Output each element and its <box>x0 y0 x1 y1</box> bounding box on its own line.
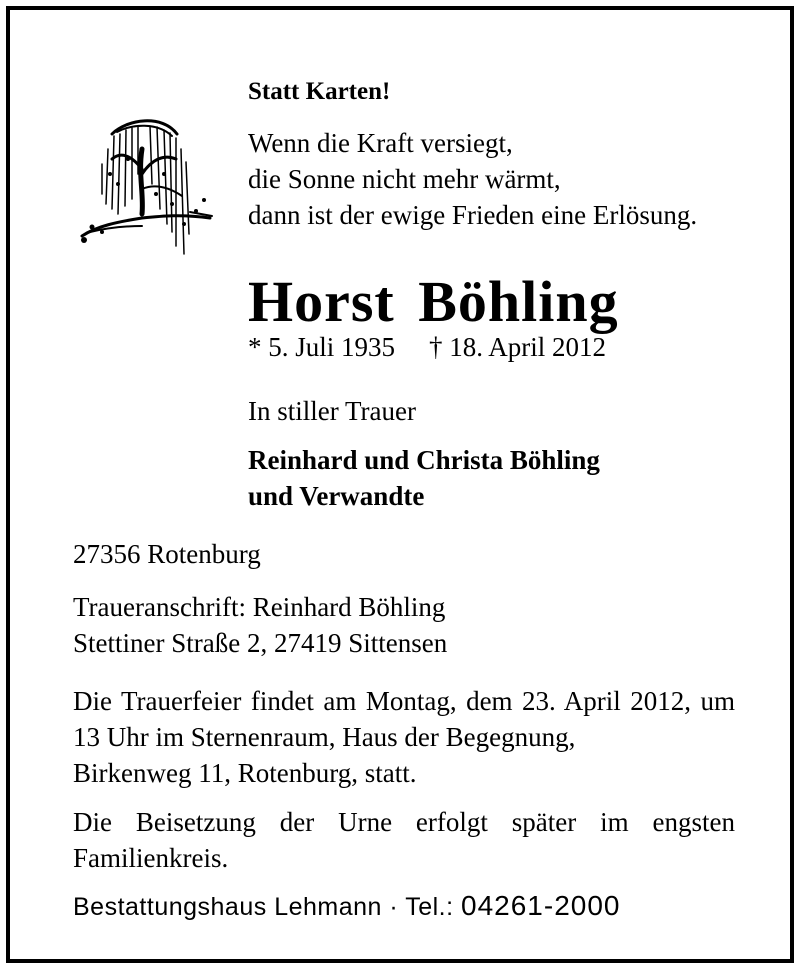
poem-line: die Sonne nicht mehr wärmt, <box>248 164 561 194</box>
birth-date: * 5. Juli 1935 <box>248 332 396 362</box>
deceased-name: Horst Böhling <box>248 269 619 334</box>
weeping-willow-icon <box>72 114 217 259</box>
phone-number: 04261-2000 <box>461 890 621 921</box>
death-date: † 18. April 2012 <box>429 332 607 362</box>
mourning-line: In stiller Trauer <box>248 396 416 426</box>
obituary-frame <box>6 6 794 963</box>
life-dates <box>248 332 606 363</box>
family-names <box>248 442 600 514</box>
burial-text: Die Beisetzung der Urne erfolgt später im engsten <box>73 807 735 837</box>
family-line: Reinhard und Christa Böhling <box>248 445 600 475</box>
ceremony-paragraph <box>73 683 735 791</box>
funeral-home-footer <box>73 890 621 922</box>
poem-line: Wenn die Kraft versiegt, <box>248 128 513 158</box>
ceremony-last-line: Birkenweg 11, Rotenburg, statt. <box>73 758 417 788</box>
city: 27356 Rotenburg <box>73 539 261 569</box>
burial-paragraph <box>73 804 735 876</box>
poem-line: dann ist der ewige Frieden eine Erlösung. <box>248 200 698 230</box>
family-line: und Verwandte <box>248 481 425 511</box>
burial-last-line: Familienkreis. <box>73 843 229 873</box>
address-line: Stettiner Straße 2, 27419 Sittensen <box>73 628 448 658</box>
mourning-address <box>73 589 447 661</box>
poem <box>248 125 697 233</box>
funeral-home-name: Bestattungshaus Lehmann · Tel.: <box>73 893 454 921</box>
address-line: Traueranschrift: Reinhard Böhling <box>73 592 446 622</box>
heading-statt-karten: Statt Karten! <box>248 78 391 105</box>
ceremony-text: Die Trauerfeier findet am Montag, dem 23. April 2012, um 13 Uhr im Sternenraum, Haus der Begegnung, <box>73 686 735 752</box>
